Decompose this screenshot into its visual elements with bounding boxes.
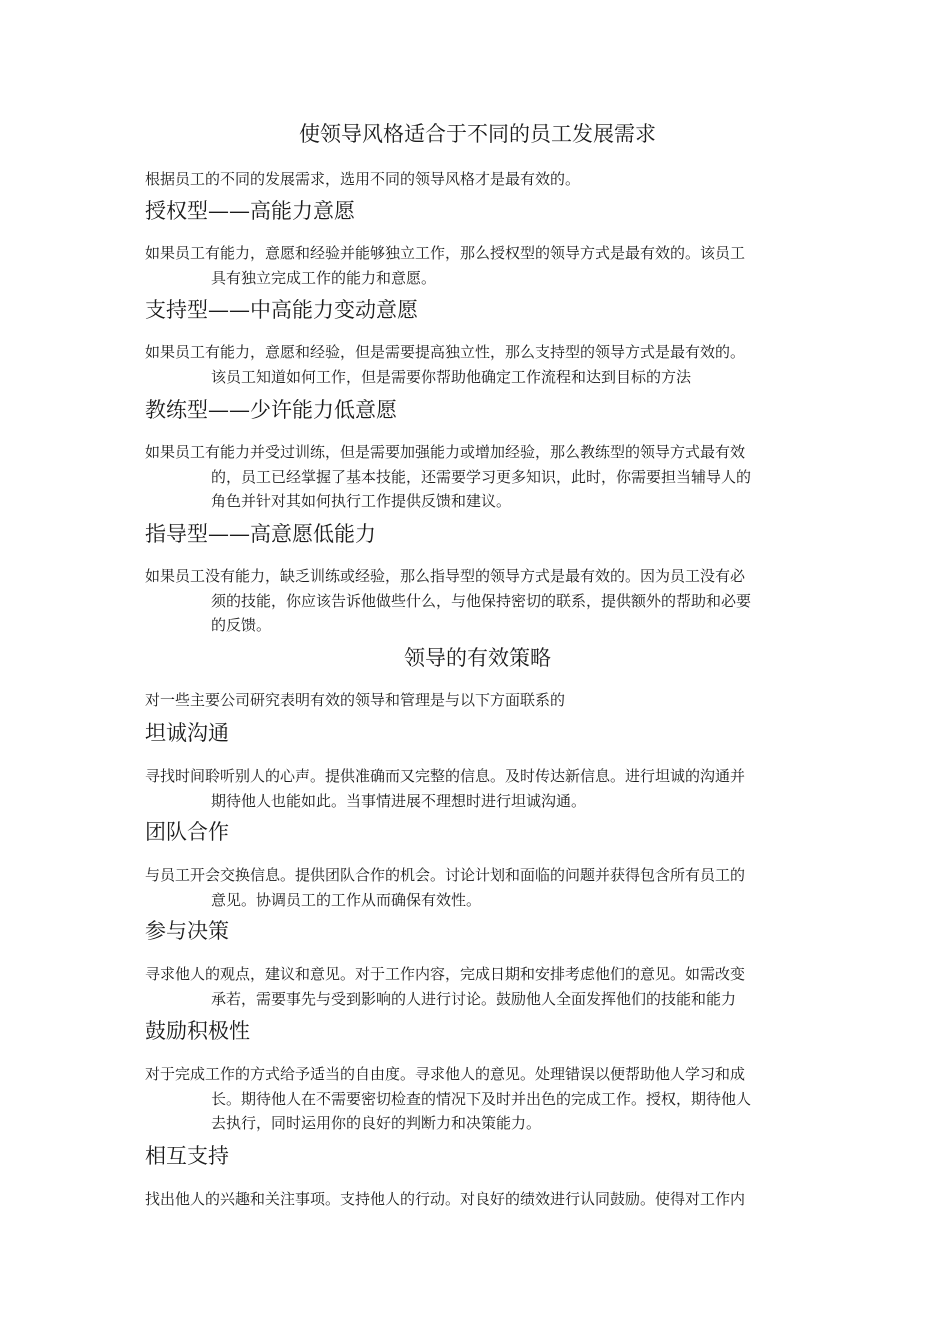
section2-title: 领导的有效策略 — [404, 646, 551, 670]
paragraph-line: 承若，需要事先与受到影响的人进行讨论。鼓励他人全面发挥他们的技能和能力 — [211, 989, 737, 1008]
paragraph-line: 角色并针对其如何执行工作提供反馈和建议。 — [211, 492, 512, 510]
section1-title: 使领导风格适合于不同的员工发展需求 — [299, 122, 656, 146]
heading-mutual-support: 相互支持 — [145, 1144, 229, 1168]
paragraph-line: 该员工知道如何工作，但是需要你帮助他确定工作流程和达到目标的方法 — [211, 367, 692, 386]
paragraph-line: 须的技能，你应该告诉他做些什么，与他保持密切的联系，提供额外的帮助和必要 — [211, 591, 752, 610]
paragraph-line: 意见。协调员工的工作从而确保有效性。 — [211, 890, 482, 909]
heading-participation: 参与决策 — [145, 919, 229, 943]
paragraph-line: 具有独立完成工作的能力和意愿。 — [211, 268, 437, 287]
heading-initiative: 鼓励积极性 — [145, 1019, 250, 1043]
paragraph-directing — [145, 564, 810, 638]
heading-open-communication: 坦诚沟通 — [145, 721, 229, 745]
paragraph-line: 期待他人也能如此。当事情进展不理想时进行坦诚沟通。 — [211, 791, 587, 810]
heading-coaching: 教练型——少许能力低意愿 — [145, 398, 397, 422]
section1-intro: 根据员工的不同的发展需求，选用不同的领导风格才是最有效的。 — [145, 170, 581, 188]
section2-intro: 对一些主要公司研究表明有效的领导和管理是与以下方面联系的 — [145, 691, 566, 709]
paragraph-line: 去执行，同时运用你的良好的判断力和决策能力。 — [211, 1114, 542, 1132]
paragraph-initiative — [145, 1062, 810, 1136]
heading-directing: 指导型——高意愿低能力 — [145, 522, 376, 546]
paragraph-line: 对于完成工作的方式给予适当的自由度。寻求他人的意见。处理错误以便帮助他人学习和成 — [145, 1065, 746, 1083]
paragraph-line: 如果员工有能力，意愿和经验并能够独立工作，那么授权型的领导方式是最有效的。该员工 — [145, 244, 746, 262]
paragraph-supporting — [145, 340, 810, 389]
paragraph-line: 如果员工有能力并受过训练，但是需要加强能力或增加经验，那么教练型的领导方式最有效 — [145, 443, 746, 461]
paragraph-empowering — [145, 241, 810, 290]
paragraph-line: 如果员工有能力，意愿和经验，但是需要提高独立性，那么支持型的领导方式是最有效的。 — [145, 343, 746, 361]
heading-empowering: 授权型——高能力意愿 — [145, 199, 355, 223]
paragraph-line: 找出他人的兴趣和关注事项。支持他人的行动。对良好的绩效进行认同鼓励。使得对工作内 — [145, 1190, 746, 1208]
paragraph-line: 寻找时间聆听别人的心声。提供准确而又完整的信息。及时传达新信息。进行坦诚的沟通并 — [145, 767, 746, 785]
paragraph-line: 寻求他人的观点，建议和意见。对于工作内容，完成日期和安排考虑他们的意见。如需改变 — [145, 965, 746, 983]
heading-supporting: 支持型——中高能力变动意愿 — [145, 298, 418, 322]
paragraph-line: 的，员工已经掌握了基本技能，还需要学习更多知识，此时，你需要担当辅导人的 — [211, 467, 752, 486]
paragraph-teamwork — [145, 863, 810, 912]
paragraph-line: 长。期待他人在不需要密切检查的情况下及时并出色的完成工作。授权，期待他人 — [211, 1089, 752, 1108]
paragraph-open-communication — [145, 764, 810, 813]
paragraph-line: 如果员工没有能力，缺乏训练或经验，那么指导型的领导方式是最有效的。因为员工没有必 — [145, 567, 746, 585]
heading-teamwork: 团队合作 — [145, 820, 229, 844]
paragraph-participation — [145, 962, 810, 1011]
paragraph-line: 的反馈。 — [211, 616, 272, 634]
paragraph-coaching — [145, 440, 810, 514]
paragraph-mutual-support — [145, 1187, 810, 1212]
paragraph-line: 与员工开会交换信息。提供团队合作的机会。讨论计划和面临的问题并获得包含所有员工的 — [145, 866, 746, 884]
